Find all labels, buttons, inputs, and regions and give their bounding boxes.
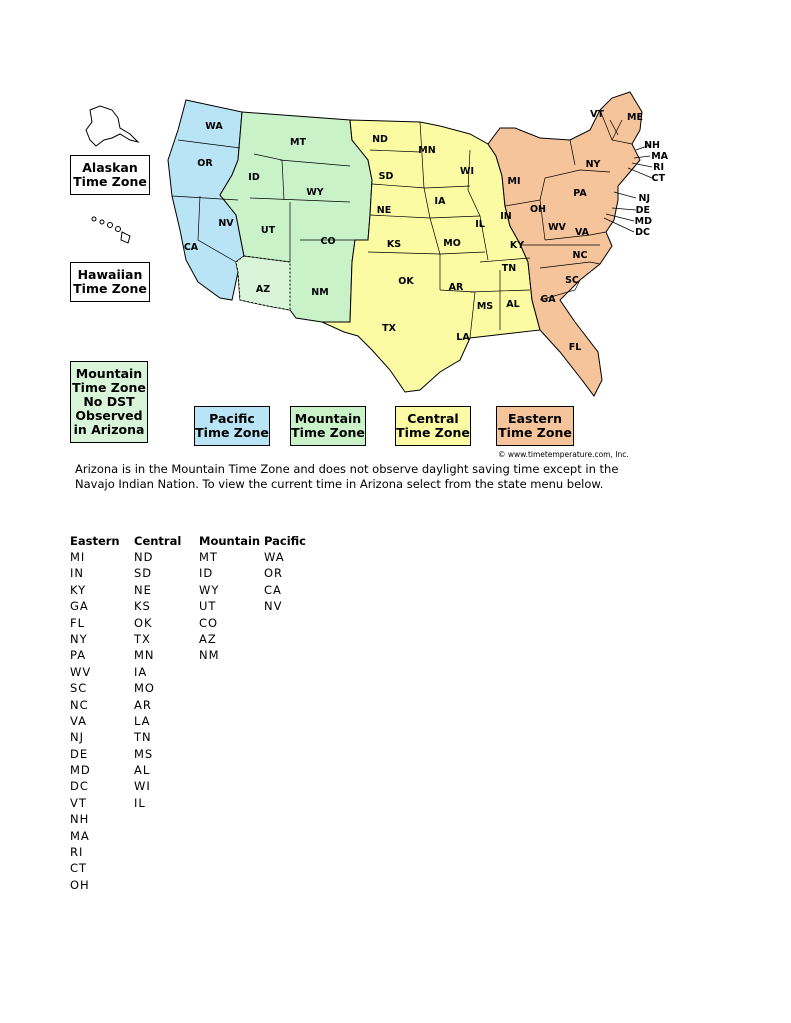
state-list-item[interactable]: TN (134, 730, 152, 745)
state-list-item[interactable]: MA (70, 828, 90, 843)
legend-central-line1: Central (407, 411, 459, 426)
state-label: LA (456, 332, 470, 343)
legend-mountain-line1: Mountain (294, 411, 362, 426)
state-list-item[interactable]: OK (134, 615, 153, 630)
state-list-item[interactable]: SC (70, 681, 88, 696)
state-label: NC (572, 250, 588, 261)
state-list-item[interactable]: MN (134, 648, 155, 663)
state-list-item[interactable]: WY (199, 582, 220, 597)
legend-mountain-line2: Time Zone (291, 425, 365, 440)
column-header: Mountain (199, 534, 261, 548)
legend-alaskan-line2: Time Zone (73, 174, 147, 189)
state-label: CT (651, 173, 665, 184)
legend-central (395, 406, 471, 446)
state-list-item[interactable]: NH (70, 812, 90, 827)
state-label: KY (509, 240, 525, 251)
state-list-item[interactable]: NE (134, 582, 152, 597)
legend-eastern-line1: Eastern (508, 411, 562, 426)
state-label: MA (651, 151, 668, 162)
caption-line2: Navajo Indian Nation. To view the current time in Arizona select from the state menu below. (75, 477, 604, 491)
legend-alaskan-line1: Alaskan (82, 160, 138, 175)
state-list-item[interactable]: DE (70, 746, 89, 761)
legend-pacific-line1: Pacific (209, 411, 255, 426)
state-label: DE (635, 205, 650, 216)
legend-hawaiian (70, 262, 150, 302)
hawaii-outline (92, 217, 130, 243)
state-list-item[interactable]: NC (70, 697, 89, 712)
state-list-item[interactable]: DC (70, 779, 89, 794)
state-list-item[interactable]: MT (199, 550, 218, 564)
state-label: CA (183, 242, 199, 253)
state-list-item[interactable]: VT (70, 795, 87, 810)
legend-mountain (290, 406, 366, 446)
state-list-item[interactable]: MI (70, 550, 86, 564)
legend-hawaiian-line1: Hawaiian (77, 267, 143, 282)
state-label: SC (565, 275, 579, 286)
state-list-item[interactable]: AL (134, 763, 151, 778)
zone-arizona (236, 256, 290, 310)
state-label: GA (540, 294, 556, 305)
state-label: MT (290, 137, 306, 148)
state-label: TN (501, 263, 517, 274)
state-label: ND (372, 134, 388, 145)
state-label: NH (644, 140, 660, 151)
legend-central-line2: Time Zone (396, 425, 470, 440)
state-label: WY (306, 187, 324, 198)
state-list-item[interactable]: CT (70, 861, 88, 876)
state-label: NM (311, 287, 329, 298)
state-list-item[interactable]: NY (70, 631, 88, 646)
copyright-notice: © www.timetemperature.com, Inc. (498, 450, 629, 459)
state-list-item[interactable]: NM (199, 648, 220, 663)
state-list-item[interactable]: OH (70, 877, 90, 892)
state-label: AR (448, 282, 464, 293)
state-list-item[interactable]: MO (134, 681, 155, 696)
state-list-item[interactable]: SD (134, 566, 153, 581)
column-header: Eastern (70, 534, 120, 548)
state-label: AL (506, 299, 520, 310)
caption-line1: Arizona is in the Mountain Time Zone and does not observe daylight saving time except in the (75, 462, 619, 476)
legend-hawaiian-line2: Time Zone (73, 281, 147, 296)
eastern-state-list (70, 533, 120, 893)
state-label: IA (434, 196, 446, 207)
state-list-item[interactable]: PA (70, 648, 87, 663)
state-label: MD (634, 216, 652, 227)
state-list-item[interactable]: ND (134, 550, 154, 564)
state-list-item[interactable]: UT (199, 599, 217, 614)
state-label: NE (376, 205, 392, 216)
state-list-item[interactable]: AZ (199, 631, 217, 646)
state-label: DC (635, 227, 650, 238)
legend-arizona-line4: Observed (75, 408, 143, 423)
state-list-item[interactable]: IL (134, 795, 146, 810)
legend-arizona-line2: Time Zone (72, 380, 146, 395)
legend-arizona (70, 361, 148, 443)
state-list-item[interactable]: IA (134, 664, 148, 679)
legend-arizona-line3: No DST (83, 394, 135, 409)
state-label: NY (585, 159, 601, 170)
state-label: VA (574, 227, 590, 238)
state-list-item[interactable]: RI (70, 845, 84, 860)
state-label: MS (476, 301, 494, 312)
state-label: WA (205, 121, 223, 132)
state-label: KS (386, 239, 402, 250)
state-label: IL (475, 219, 485, 230)
state-list-item[interactable]: WV (70, 664, 92, 679)
state-label: OK (398, 276, 414, 287)
state-label: IN (500, 211, 512, 222)
state-label: OH (529, 204, 547, 215)
state-list-item[interactable]: AR (134, 697, 152, 712)
state-list-item[interactable]: IN (70, 566, 84, 581)
state-label: MI (507, 176, 521, 187)
state-label: MN (418, 145, 436, 156)
state-list-item[interactable]: OR (264, 566, 284, 581)
state-list-item[interactable]: FL (70, 615, 86, 630)
alaska-outline (86, 106, 138, 146)
state-list-item[interactable]: CA (264, 582, 282, 597)
legend-pacific (194, 406, 270, 446)
state-label: NV (218, 218, 234, 229)
state-label: NJ (638, 193, 650, 204)
state-list-item[interactable]: LA (134, 713, 151, 728)
legend-pacific-line2: Time Zone (195, 425, 269, 440)
state-label: UT (260, 225, 276, 236)
state-list-item[interactable]: GA (70, 599, 89, 614)
state-label: ME (627, 112, 643, 123)
mountain-state-list (199, 533, 260, 664)
state-label: WV (548, 222, 566, 233)
legend-alaskan (70, 155, 150, 195)
state-label: FL (568, 342, 582, 353)
state-label: SD (378, 171, 394, 182)
state-label: VT (590, 109, 604, 120)
state-list-item[interactable]: MS (134, 746, 154, 761)
legend-eastern (496, 406, 574, 446)
column-header: Pacific (264, 534, 306, 548)
state-label: AZ (255, 284, 271, 295)
arizona-caption (75, 462, 675, 492)
pacific-state-list (264, 533, 306, 615)
state-label: CO (320, 236, 336, 247)
state-list-item[interactable]: VA (70, 713, 87, 728)
state-list-item[interactable]: WI (134, 779, 151, 794)
state-label: MO (443, 238, 461, 249)
state-label: PA (573, 188, 587, 199)
state-list-item[interactable]: MD (70, 763, 91, 778)
state-list-item[interactable]: TX (134, 631, 151, 646)
legend-arizona-line1: Mountain (75, 366, 143, 381)
state-list-item[interactable]: KS (134, 599, 151, 614)
state-list-item[interactable]: ID (199, 566, 214, 581)
state-list-item[interactable]: KY (70, 582, 87, 597)
state-list-item[interactable]: NV (264, 599, 283, 614)
state-list-item[interactable]: CO (199, 615, 219, 630)
state-label: TX (382, 323, 396, 334)
legend-arizona-line5: in Arizona (73, 422, 145, 437)
state-label: WI (459, 166, 475, 177)
state-list-item[interactable]: WA (264, 550, 285, 564)
central-state-list (134, 533, 181, 811)
state-list-item[interactable]: NJ (70, 730, 84, 745)
legend-eastern-line2: Time Zone (498, 425, 572, 440)
state-label: ID (248, 172, 260, 183)
state-label: RI (653, 162, 664, 173)
state-label: OR (197, 158, 213, 169)
column-header: Central (134, 534, 182, 548)
